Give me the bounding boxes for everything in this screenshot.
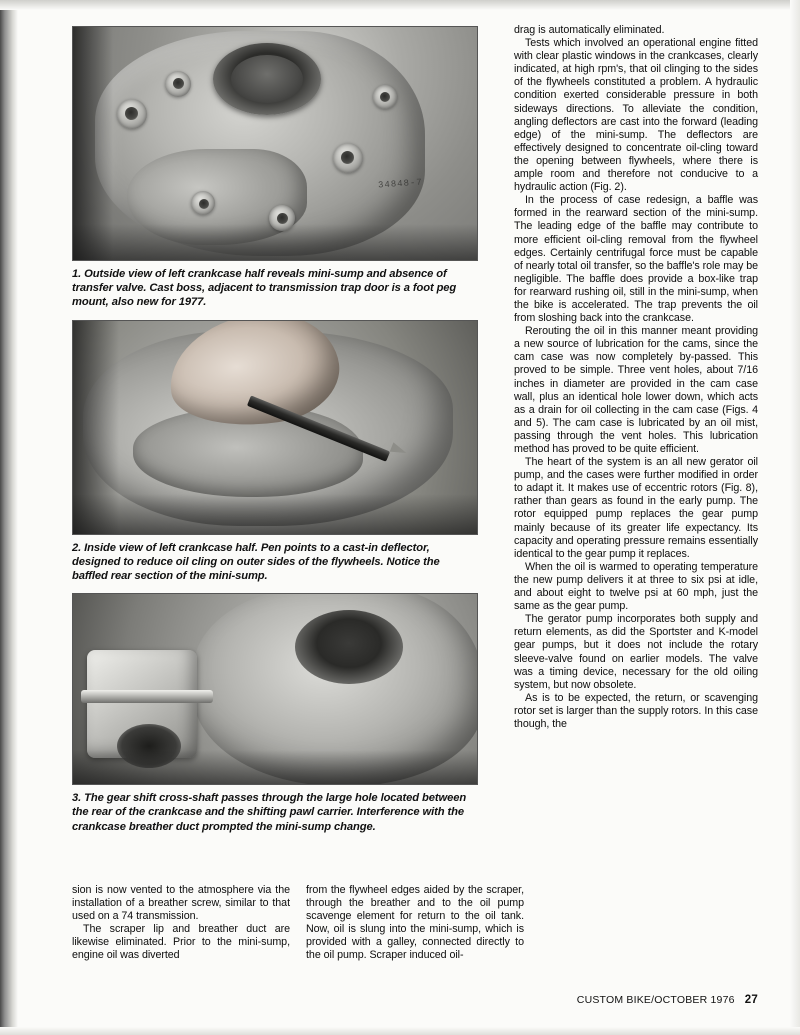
scan-edge-left [0,0,18,1035]
scan-edge-top [0,0,800,10]
figure-2-caption: 2. Inside view of left crankcase half. Pen points to a cast-in deflector, designed to reduce oil cling on outer sides of the flywheels. Notice the baffled rear section of the mini-sump. [72,541,440,583]
photo-inside-view-left-crankcase [72,320,478,535]
article-right-column [514,24,758,731]
bottom-text-columns [72,884,758,963]
page-content [64,22,764,1012]
scan-edge-bottom [0,1027,800,1035]
figure-2 [72,320,476,584]
paragraph: The heart of the system is an all new gerator oil pump, and the cases were further modified in order to adapt it. It makes use of eccentric rotors (Fig. 8), rather than gears as found in the early pump. The rotor equipped pump replaces the gear pump mainly because of its greater life expectancy. Its capacity and operating pressure remains essentially identical to the gear pump it replaces. [514,456,758,560]
footer-publication: CUSTOM BIKE/OCTOBER 1976 [576,994,735,1006]
paragraph: from the flywheel edges aided by the scraper, through the breather and to the oil pump scavenge element for return to the oil tank. Now, oil is slung into the mini-sump, which is provided with a galley, connected directly to the oil pump. Scraper induced oil- [306,884,524,962]
photo-gear-shift-cross-shaft [72,593,478,785]
paragraph: The scraper lip and breather duct are likewise eliminated. Prior to the mini-sump, engine oil was diverted [72,923,290,962]
paragraph: Rerouting the oil in this manner meant providing a new source of lubrication for the cams, since the cam case was now completely by-passed. This proved to be simple. Three vent holes, about 7/16 inches in diameter are provided in the cam case wall, plus an identical hole lower down, which acts as a drain for oil collecting in the cam case (Figs. 4 and 5). The cam case is lubricated by an oil mist, passing through the vent holes. This lubrication method has proved to be quite efficient. [514,325,758,455]
paragraph: The gerator pump incorporates both supply and return elements, as did the Sportster and K-model gear pumps, but it does not include the rotary sleeve-valve found on earlier models. The valve was a timing device, necessary for the old oiling system, but now obsolete. [514,613,758,691]
figure-1-caption: 1. Outside view of left crankcase half reveals mini-sump and absence of transfer valve. Cast boss, adjacent to transmission trap door is a foot peg mount, also new for 1977. [72,268,457,309]
figure-3-caption: 3. The gear shift cross-shaft passes through the large hole located between the rear of the crankcase and the shifting pawl carrier. Interference with the crankcase breather duct prompted the mini-sump change. [72,792,467,833]
bottom-column-1 [72,884,290,963]
scan-edge-right [790,0,800,1035]
paragraph: When the oil is warmed to operating temperature the new pump delivers it at three to six psi at idle, and about eight to twelve psi at 60 mph, just the same as the gear pump. [514,560,758,613]
bottom-column-3-spacer [540,884,758,963]
bottom-column-2 [306,884,524,963]
paragraph: Tests which involved an operational engine fitted with clear plastic windows in the crankcases, clearly indicated, at high rpm's, that oil clinging to the sides of the flywheels constituted a problem. A hydraulic condition exerted considerable pressure in both sideways directions. To alleviate the condition, angling deflectors are cast into the forward (leading edge) of the mini-sump. The deflectors are effectively designed to concentrate oil-cling toward the opening between flywheels, where there is ample room and therefore not conducive to a hydraulic action (Fig. 2). [514,37,758,194]
photo-column [72,26,476,844]
right-column-body [514,24,758,731]
page-footer [72,994,758,1006]
cast-part-number: 34848-7 [377,177,424,191]
paragraph: As is to be expected, the return, or scavenging rotor set is larger than the supply rotors. In this case though, the [514,691,758,730]
paragraph: drag is automatically eliminated. [514,24,665,36]
paragraph: sion is now vented to the atmosphere via the installation of a breather screw, similar to that used on a 74 transmission. [72,884,290,923]
page-number: 27 [744,994,758,1006]
figure-1 [72,26,476,310]
photo-outside-view-left-crankcase [72,26,478,261]
figure-3 [72,593,476,834]
paragraph: In the process of case redesign, a baffle was formed in the rearward section of the mini-sump. The leading edge of the baffle may contribute to more efficient oil-cling removal from the flywheel edges. Certainly centrifugal force must be capable of nearly total oil transfer, so the baffle's role may be negligible. The baffle does provide a box-like trap for rearward rushing oil, still in the mini-sump, when the bike is accelerated. The trap prevents the oil from sloshing back into the crankcase. [514,194,758,325]
